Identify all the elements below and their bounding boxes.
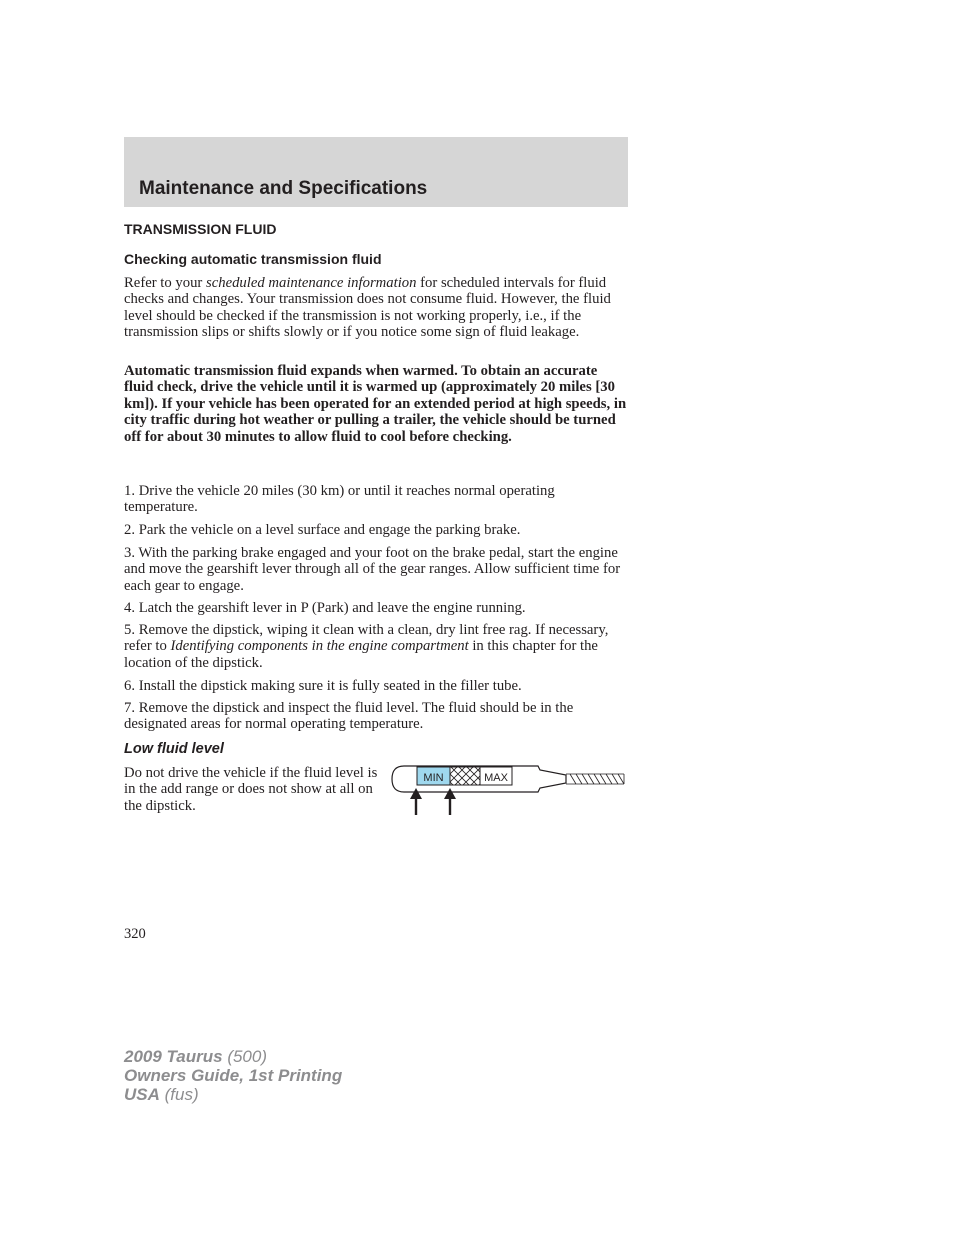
low-fluid-text: Do not drive the vehicle if the fluid level is in the add range or does not show at all on the dipstick.	[124, 765, 378, 814]
step-5-emphasis: Identifying components in the engine compartment	[170, 638, 469, 655]
step-2: 2. Park the vehicle on a level surface and engage the parking brake.	[124, 522, 521, 538]
low-fluid-title: Low fluid level	[124, 741, 224, 757]
footer-market: USA	[124, 1085, 160, 1104]
footer-model: 2009 Taurus	[124, 1047, 223, 1066]
dipstick-handle-cable	[566, 774, 624, 784]
step-1: 1. Drive the vehicle 20 miles (30 km) or until it reaches normal operating temperature.	[124, 483, 555, 516]
step-6: 6. Install the dipstick making sure it is fully seated in the filler tube.	[124, 678, 522, 694]
header-title: Maintenance and Specifications	[139, 178, 428, 199]
footer-model-code: (500)	[222, 1047, 268, 1066]
step-4: 4. Latch the gearshift lever in P (Park) and leave the engine running.	[124, 600, 526, 616]
intro-pre: Refer to your	[124, 275, 206, 291]
footer	[124, 1047, 342, 1104]
footer-market-code: (fus)	[159, 1085, 199, 1104]
section-title: TRANSMISSION FLUID	[124, 221, 277, 237]
footer-line-2: Owners Guide, 1st Printing	[124, 1066, 343, 1085]
step-3: 3. With the parking brake engaged and your foot on the brake pedal, start the engine and move the gearshift lever through all of the gear ranges. Allow sufficient time for each gear to engage.	[124, 545, 621, 594]
page-number: 320	[124, 926, 146, 942]
warning-paragraph: Automatic transmission fluid expands when warmed. To obtain an accurate fluid check, drive the vehicle until it is warmed up (approximately 20 miles [30 km]). If your vehicle has been operated for an extended period at high speeds, in city traffic during hot weather or pulling a trailer, the vehicle should be turned off for about 30 minutes to allow fluid to cool before checking.	[124, 363, 627, 445]
footer-line-3	[124, 1085, 342, 1104]
dipstick-illustration	[390, 762, 630, 818]
crosshatch-zone	[450, 767, 480, 785]
step-7: 7. Remove the dipstick and inspect the fluid level. The fluid should be in the designated areas for normal operating temperature.	[124, 700, 574, 733]
intro-paragraph	[124, 275, 630, 341]
step-5	[124, 622, 630, 671]
intro-post: for scheduled intervals for fluid checks and changes. Your transmission does not consume fluid. However, the fluid level should be checked if the transmission is not working properly, i.e., if the transmission slips or shifts slowly or if you notice some sign of fluid leakage.	[124, 275, 611, 341]
max-label: MAX	[484, 772, 508, 784]
intro-emphasis: scheduled maintenance information	[205, 275, 417, 291]
step-5-pre: 5. Remove the dipstick, wiping it clean with a clean, dry lint free rag. If necessary, refer to	[124, 622, 609, 655]
min-label: MIN	[423, 772, 444, 784]
section-subtitle: Checking automatic transmission fluid	[124, 251, 382, 267]
footer-line-1	[124, 1047, 342, 1066]
header-band	[124, 137, 628, 207]
step-5-post: in this chapter for the location of the dipstick.	[124, 638, 598, 671]
